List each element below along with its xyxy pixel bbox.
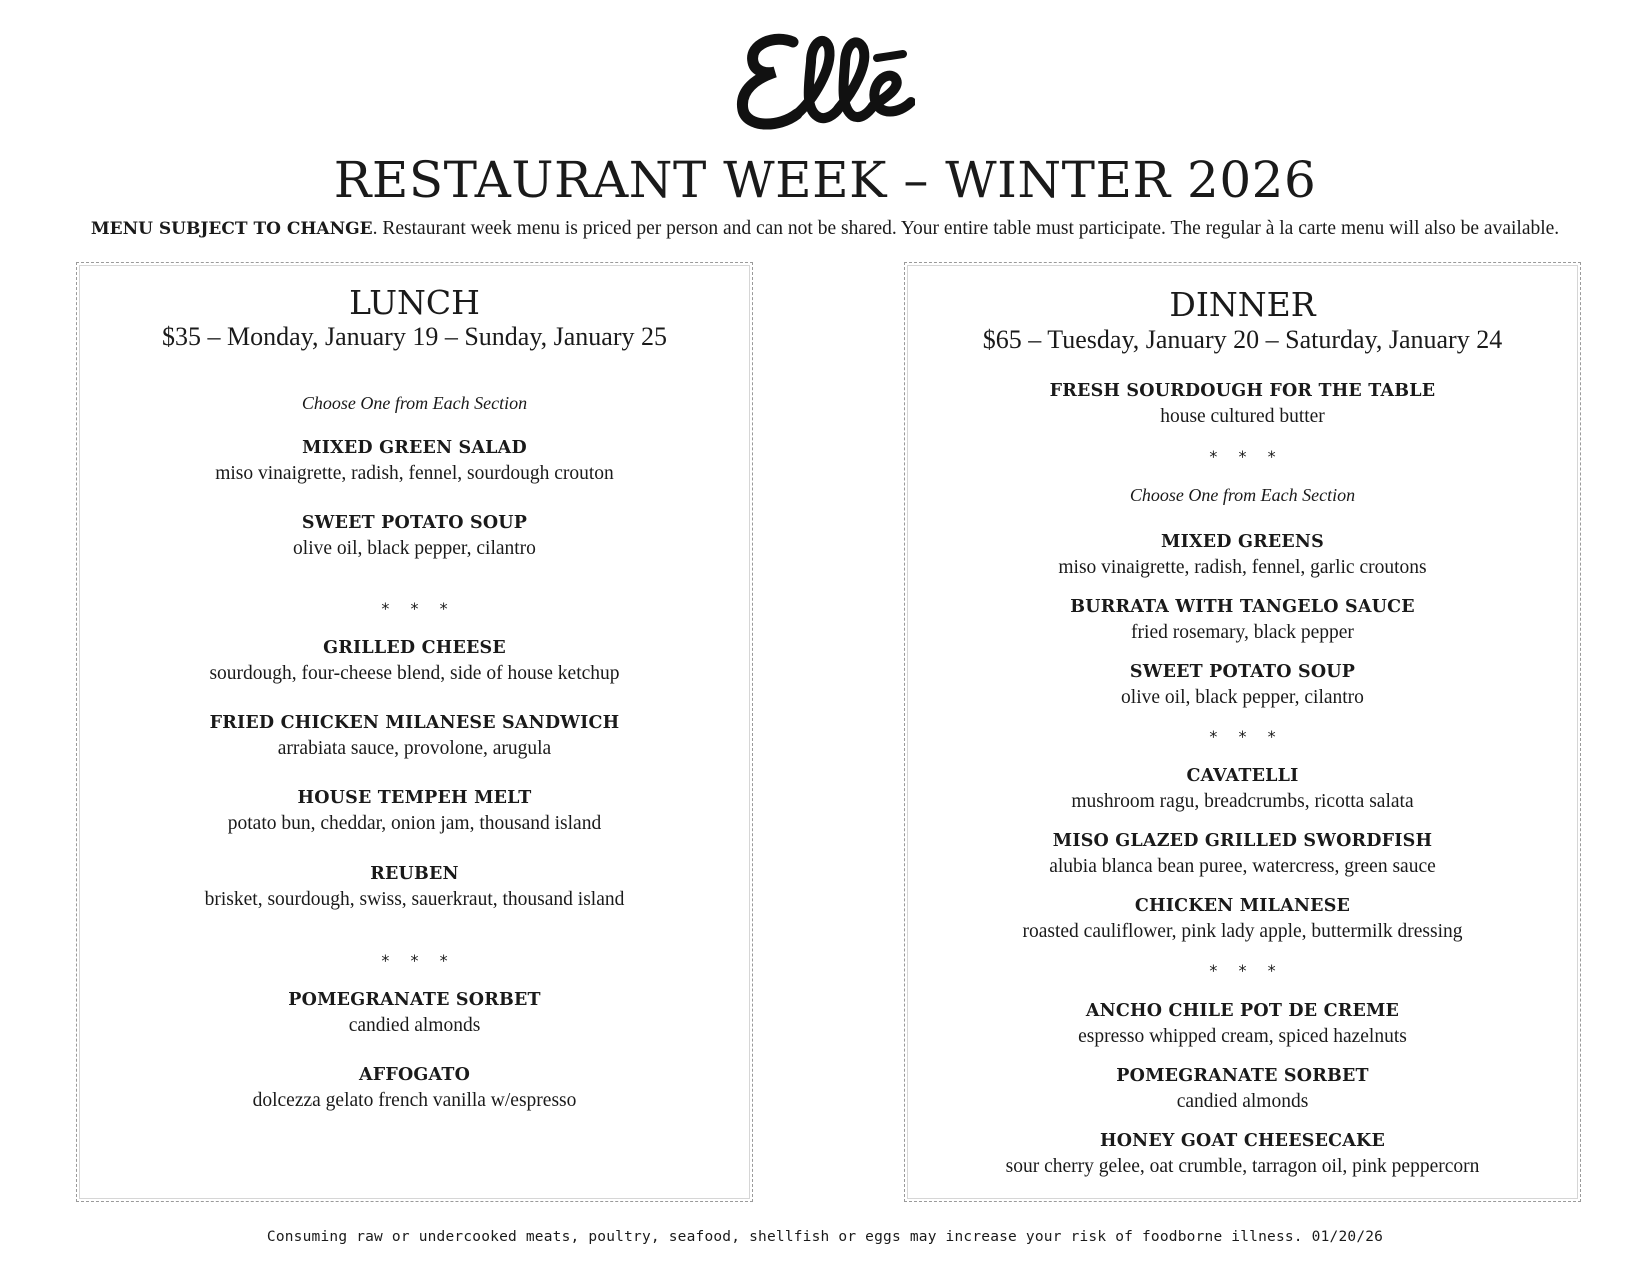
- menu-item: [905, 594, 1580, 646]
- dinner-menu-panel: [904, 262, 1581, 1202]
- menu-notice: [0, 216, 1650, 242]
- item-desc: roasted cauliflower, pink lady apple, buttermilk dressing: [1022, 921, 1463, 942]
- item-name: HONEY GOAT CHEESECAKE: [1100, 1131, 1385, 1151]
- item-name: SWEET POTATO SOUP: [1129, 662, 1356, 682]
- menu-item: [905, 378, 1580, 430]
- section-separator: * * *: [381, 951, 456, 970]
- menu-item: [905, 659, 1580, 711]
- menu-item: [905, 529, 1580, 581]
- item-desc: house cultured butter: [1160, 406, 1325, 427]
- item-name: POMEGRANATE SORBET: [288, 990, 541, 1010]
- lunch-heading: LUNCH: [349, 283, 480, 322]
- item-name: GRILLED CHEESE: [323, 638, 506, 658]
- item-name: POMEGRANATE SORBET: [1116, 1066, 1369, 1086]
- item-desc: olive oil, black pepper, cilantro: [293, 538, 536, 559]
- dinner-choose-instruction: Choose One from Each Section: [1129, 485, 1356, 505]
- item-name: FRIED CHICKEN MILANESE SANDWICH: [209, 713, 620, 733]
- menu-item: [77, 861, 752, 913]
- menu-item: [77, 510, 752, 562]
- menu-item: [77, 987, 752, 1039]
- item-name: CHICKEN MILANESE: [1134, 896, 1351, 916]
- dinner-subtitle: $65 – Tuesday, January 20 – Saturday, January 24: [982, 325, 1503, 354]
- lunch-menu-panel: [76, 262, 753, 1202]
- notice-bold: MENU SUBJECT TO CHANGE: [90, 219, 373, 239]
- menu-item: [905, 893, 1580, 945]
- item-name: ANCHO CHILE POT DE CREME: [1085, 1001, 1400, 1021]
- item-desc: olive oil, black pepper, cilantro: [1121, 687, 1364, 708]
- item-desc: fried rosemary, black pepper: [1131, 622, 1354, 643]
- menu-item: [77, 635, 752, 687]
- menu-item: [77, 435, 752, 487]
- lunch-choose-instruction: Choose One from Each Section: [301, 393, 528, 413]
- item-desc: miso vinaigrette, radish, fennel, sourdough crouton: [215, 463, 614, 484]
- item-name: MIXED GREENS: [1161, 532, 1324, 552]
- menu-item: [77, 710, 752, 762]
- brand-logo: [0, 28, 1650, 148]
- item-desc: dolcezza gelato french vanilla w/espresso: [252, 1090, 577, 1111]
- item-desc: mushroom ragu, breadcrumbs, ricotta salata: [1071, 791, 1414, 812]
- menu-item: [905, 998, 1580, 1050]
- item-name: MISO GLAZED GRILLED SWORDFISH: [1052, 831, 1433, 851]
- item-name: FRESH SOURDOUGH FOR THE TABLE: [1049, 381, 1436, 401]
- item-desc: alubia blanca bean puree, watercress, green sauce: [1049, 856, 1436, 877]
- menu-item: [77, 1062, 752, 1114]
- item-name: BURRATA WITH TANGELO SAUCE: [1070, 597, 1415, 617]
- item-desc: arrabiata sauce, provolone, arugula: [277, 738, 552, 759]
- section-separator: * * *: [381, 599, 456, 618]
- foodborne-illness-disclaimer: Consuming raw or undercooked meats, poultry, seafood, shellfish or eggs may increase your risk of foodborne illness. 01/20/26: [266, 1229, 1384, 1245]
- item-name: REUBEN: [370, 864, 459, 884]
- section-separator: * * *: [1209, 447, 1284, 466]
- lunch-subtitle: $35 – Monday, January 19 – Sunday, January 25: [162, 322, 667, 351]
- item-name: SWEET POTATO SOUP: [301, 513, 528, 533]
- section-separator: * * *: [1209, 961, 1284, 980]
- item-name: CAVATELLI: [1186, 766, 1299, 786]
- menu-item: [905, 1063, 1580, 1115]
- item-desc: potato bun, cheddar, onion jam, thousand island: [227, 813, 602, 834]
- section-separator: * * *: [1209, 727, 1284, 746]
- item-desc: sour cherry gelee, oat crumble, tarragon oil, pink peppercorn: [1005, 1156, 1480, 1177]
- notice-text: . Restaurant week menu is priced per person and can not be shared. Your entire table must participate. The regular à la carte menu will also be available.: [372, 218, 1560, 239]
- item-name: HOUSE TEMPEH MELT: [297, 788, 532, 808]
- item-desc: espresso whipped cream, spiced hazelnuts: [1078, 1026, 1407, 1047]
- menu-item: [77, 785, 752, 837]
- item-desc: candied almonds: [348, 1015, 481, 1036]
- item-desc: brisket, sourdough, swiss, sauerkraut, thousand island: [204, 889, 625, 910]
- menu-item: [905, 763, 1580, 815]
- item-desc: sourdough, four-cheese blend, side of house ketchup: [209, 663, 620, 684]
- page-title: RESTAURANT WEEK – WINTER 2026: [333, 151, 1317, 209]
- item-name: MIXED GREEN SALAD: [302, 438, 527, 458]
- item-desc: miso vinaigrette, radish, fennel, garlic croutons: [1058, 557, 1427, 578]
- item-desc: candied almonds: [1176, 1091, 1309, 1112]
- item-name: AFFOGATO: [358, 1065, 471, 1085]
- elle-logo-mark: [735, 28, 915, 138]
- menu-item: [905, 828, 1580, 880]
- menu-item: [905, 1128, 1580, 1180]
- dinner-heading: DINNER: [1169, 285, 1316, 324]
